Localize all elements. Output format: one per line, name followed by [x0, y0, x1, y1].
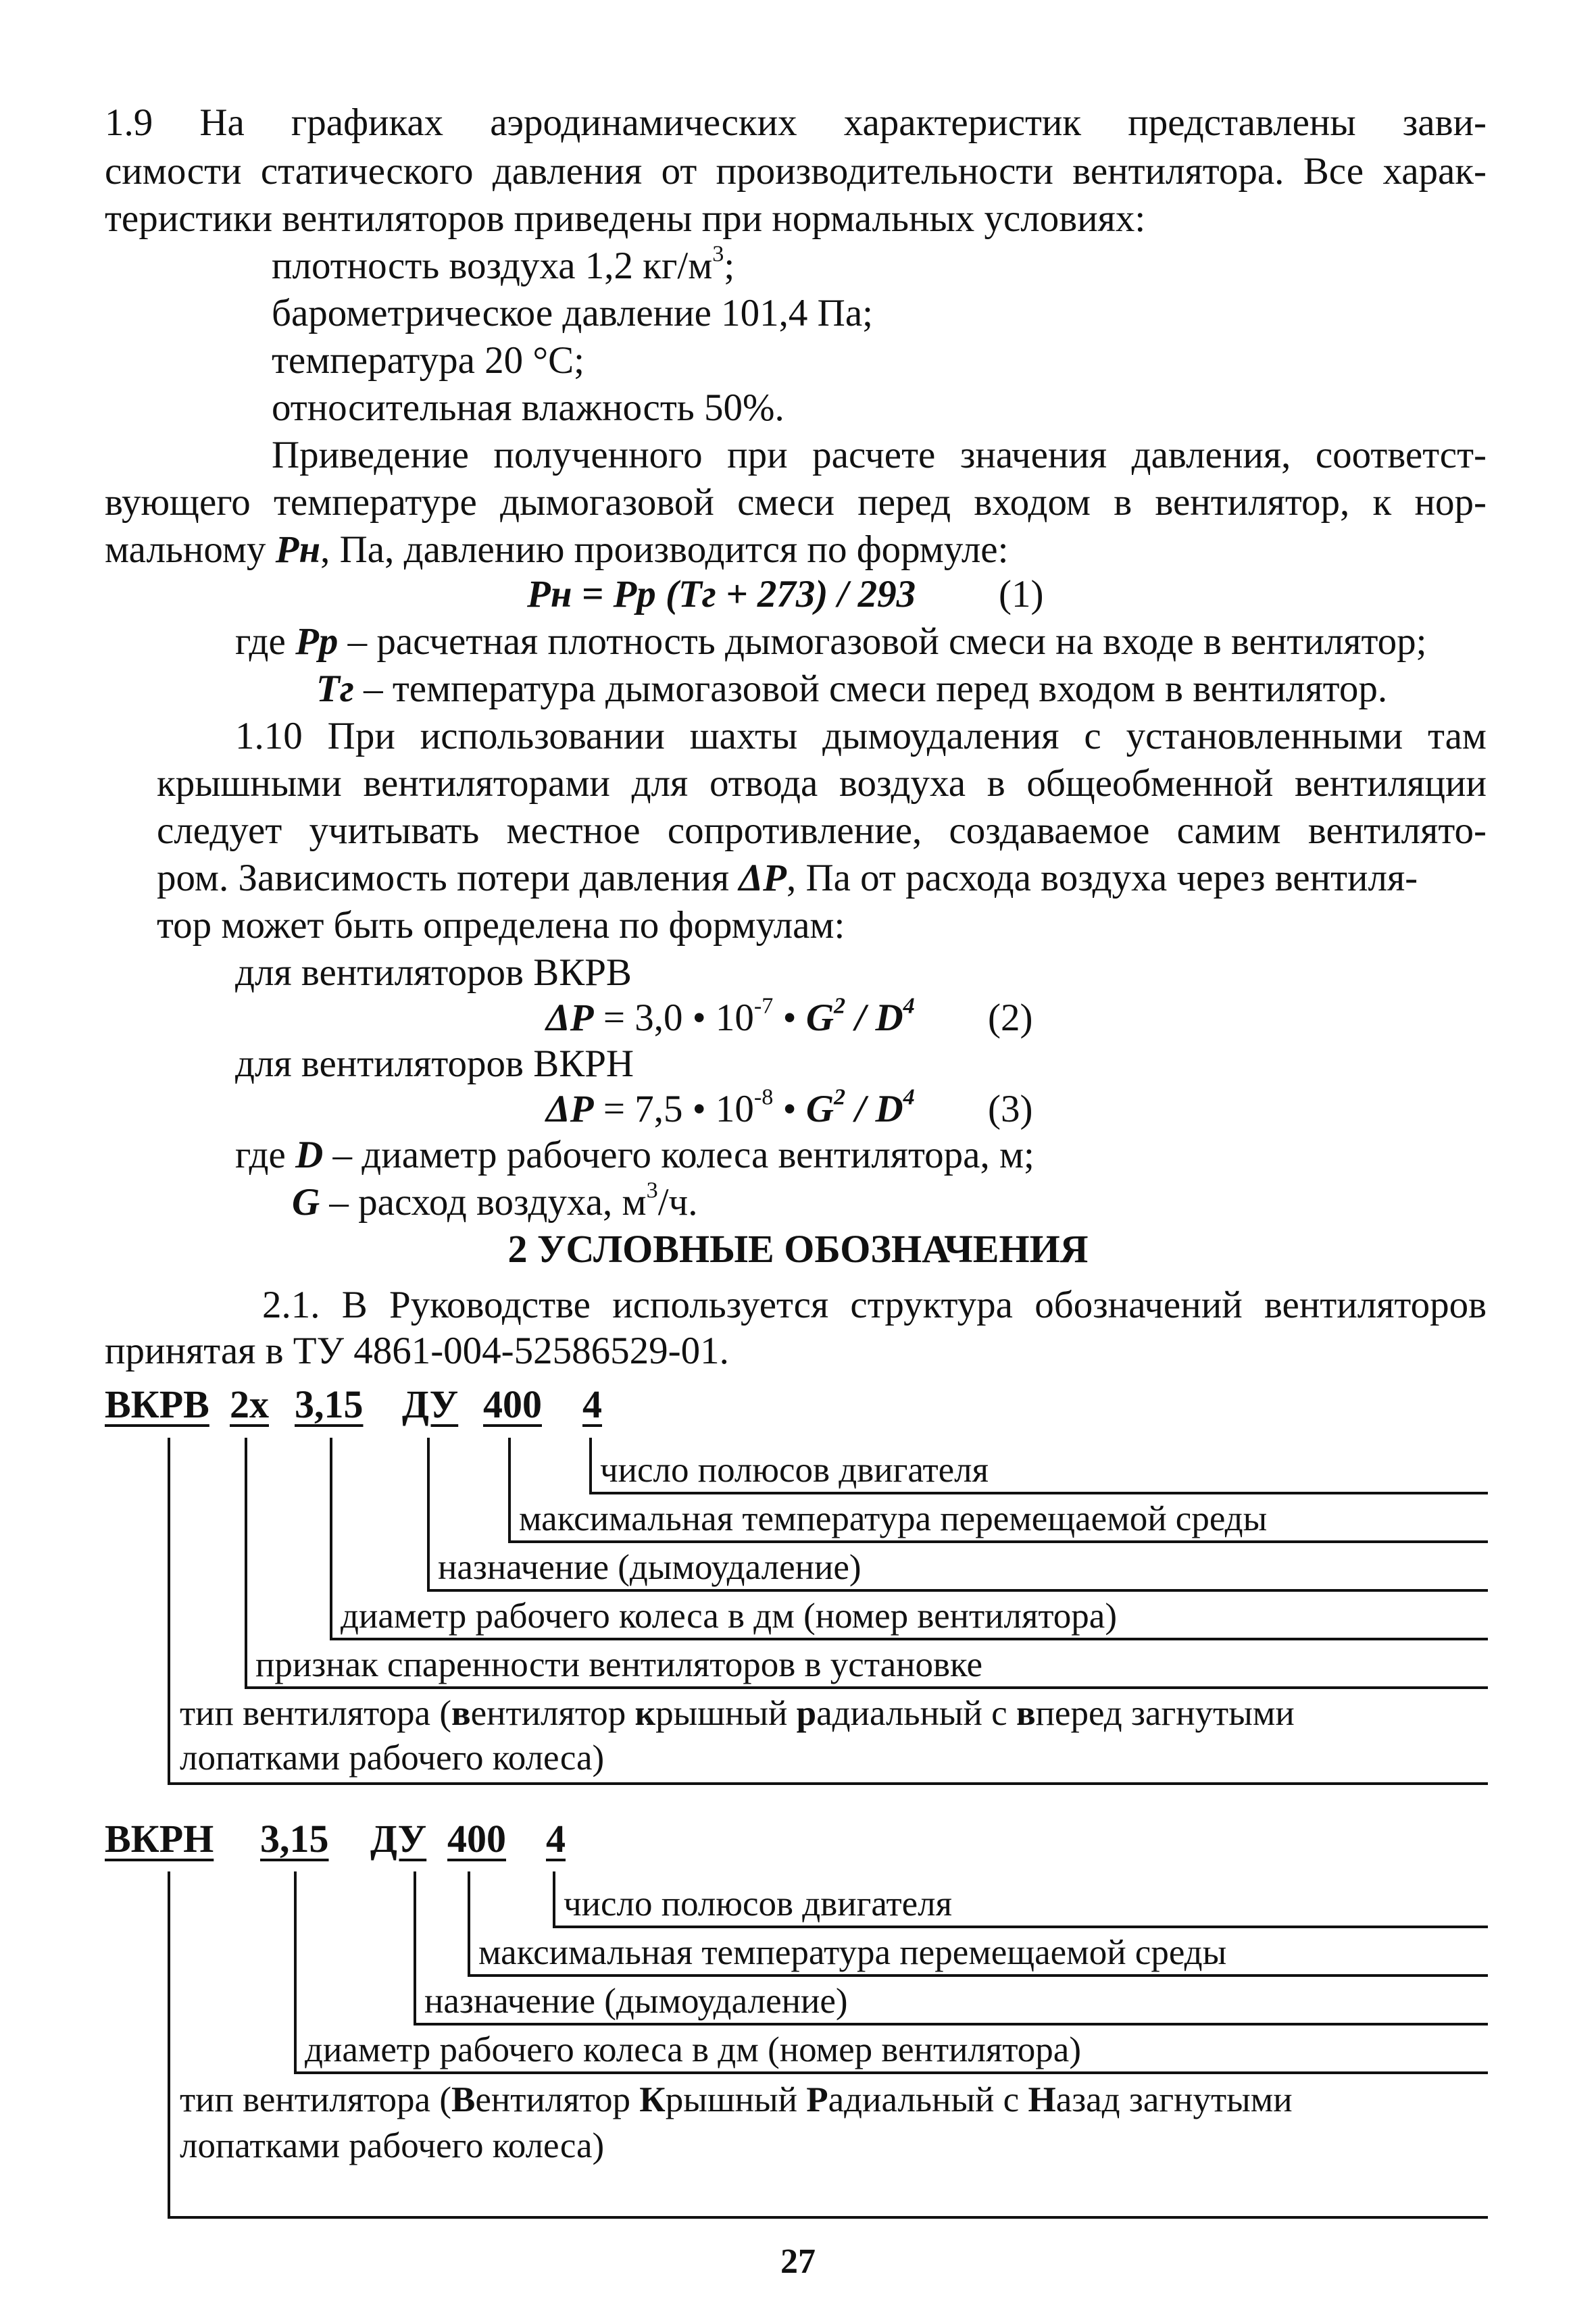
- formula-1-number: (1): [999, 573, 1044, 615]
- vkrv-line-diameter: [330, 1438, 332, 1639]
- vkrv-formula-label: для вентиляторов ВКРВ: [235, 951, 632, 994]
- condition-density: плотность воздуха 1,2 $кг/м^3$;: [272, 241, 735, 287]
- vkrn-line-temperature: [468, 1871, 470, 1976]
- vkrv-desc-pair: признак спаренности вентиляторов в установке: [255, 1645, 982, 1684]
- vkrn-code-temperature: 400: [447, 1817, 506, 1861]
- vkrv-desc-type-line2: лопатками рабочего колеса): [180, 1738, 605, 1778]
- formula-where-d: где D – диаметр рабочего колеса вентилятора, м;: [235, 1134, 1034, 1176]
- formula-3-number: (3): [988, 1088, 1033, 1130]
- vkrv-line-temperature: [508, 1438, 511, 1542]
- vkrn-desc-temperature: максимальная температура перемещаемой среды: [478, 1933, 1227, 1972]
- formula-1-where-pp: где Рр – расчетная плотность дымогазовой смеси на входе в вентилятор;: [235, 620, 1427, 663]
- sec110-line5: тор может быть определена по формулам:: [157, 904, 845, 947]
- vkrv-rule-diameter: [330, 1638, 1488, 1640]
- sec19-line3: теристики вентиляторов приведены при нормальных условиях:: [105, 197, 1146, 240]
- vkrn-rule-poles: [553, 1926, 1488, 1928]
- vkrv-code-purpose: ДУ: [402, 1382, 459, 1426]
- vkrv-desc-type: тип вентилятора (вентилятор крышный радиальный с вперед загнутыми: [180, 1694, 1295, 1733]
- sec19-p2-line2: вующего температуре дымогазовой смеси перед входом в вентилятор, к нор-: [105, 481, 1487, 524]
- vkrn-desc-type: тип вентилятора (Вентилятор Крышный Радиальный с Назад загнутыми: [180, 2080, 1293, 2119]
- sec19-line1: 1.9 На графиках аэродинамических характеристик представлены зави-: [105, 101, 1487, 144]
- formula-where-g: G – расход воздуха, $м^3/ч$.: [292, 1178, 698, 1224]
- vkrn-code-poles: 4: [546, 1817, 566, 1861]
- vkrn-line-poles: [553, 1871, 555, 1927]
- condition-humidity: относительная влажность 50%.: [272, 386, 784, 429]
- sec19-line2: симости статического давления от производительности вентилятора. Все харак-: [105, 150, 1487, 193]
- formula-1: Рн = Рр (Тг + 273) / 293: [527, 573, 916, 615]
- vkrn-rule-purpose: [414, 2023, 1488, 2026]
- sec19-p2-line1: Приведение полученного при расчете значения давления, соответст-: [272, 434, 1487, 476]
- vkrn-code-type: ВКРН: [105, 1817, 214, 1861]
- page-number: 27: [780, 2242, 816, 2281]
- vkrv-rule-type: [168, 1782, 1488, 1785]
- vkrv-line-poles: [589, 1438, 592, 1493]
- vkrv-desc-purpose: назначение (дымоудаление): [438, 1548, 862, 1587]
- vkrn-code-purpose: ДУ: [370, 1817, 427, 1861]
- vkrn-formula-label: для вентиляторов ВКРН: [235, 1042, 634, 1085]
- sec110-line2: крышными вентиляторами для отвода воздуха в общеобменной вентиляции: [157, 762, 1487, 805]
- sec2-line1: 2.1. В Руководстве используется структура обозначений вентиляторов: [262, 1284, 1487, 1326]
- vkrv-code-poles: 4: [582, 1382, 602, 1426]
- sec110-line3: следует учитывать местное сопротивление, создаваемое самим вентилято-: [157, 809, 1487, 852]
- formula-3: ΔР = 7,5 • $10^{-8}$ • $G^2 / D^4$: [546, 1084, 915, 1130]
- sec19-p2-line3: мальному Рн, Па, давлению производится по формуле:: [105, 528, 1009, 571]
- vkrv-rule-purpose: [427, 1589, 1488, 1592]
- vkrn-code-diameter: 3,15: [260, 1817, 329, 1861]
- sec110-line1: 1.10 При использовании шахты дымоудаления с установленными там: [235, 715, 1487, 757]
- vkrv-rule-poles: [589, 1492, 1488, 1494]
- sec110-line4: ром. Зависимость потери давления ΔР, Па от расхода воздуха через вентиля-: [157, 857, 1418, 899]
- formula-2: ΔР = 3,0 • $10^{-7}$ • $G^2 / D^4$: [546, 993, 915, 1039]
- vkrv-desc-diameter: диаметр рабочего колеса в дм (номер вентилятора): [341, 1596, 1117, 1636]
- vkrn-rule-type: [168, 2216, 1488, 2219]
- formula-2-number: (2): [988, 997, 1033, 1039]
- condition-temperature: температура 20 °С;: [272, 339, 585, 382]
- vkrn-rule-diameter: [294, 2071, 1488, 2074]
- sec2-line2: принятая в ТУ 4861-004-52586529-01.: [105, 1330, 729, 1372]
- vkrn-desc-poles: число полюсов двигателя: [564, 1884, 953, 1923]
- vkrv-rule-temperature: [508, 1540, 1488, 1543]
- vkrv-code-type: ВКРВ: [105, 1382, 209, 1426]
- formula-1-where-tg: Тг – температура дымогазовой смеси перед входом в вентилятор.: [316, 668, 1388, 710]
- vkrn-rule-temperature: [468, 1974, 1488, 1977]
- vkrn-line-type: [168, 1871, 170, 2217]
- vkrv-desc-temperature: максимальная температура перемещаемой среды: [519, 1499, 1268, 1538]
- vkrv-code-temperature: 400: [483, 1382, 542, 1426]
- vkrv-line-purpose: [427, 1438, 430, 1590]
- vkrv-code-pair: 2х: [230, 1382, 269, 1426]
- vkrn-desc-purpose: назначение (дымоудаление): [424, 1982, 848, 2021]
- vkrn-desc-diameter: диаметр рабочего колеса в дм (номер вентилятора): [305, 2030, 1081, 2069]
- vkrv-line-pair: [245, 1438, 247, 1688]
- vkrn-line-diameter: [294, 1871, 297, 2073]
- vkrn-line-purpose: [414, 1871, 416, 2024]
- section-2-title: 2 УСЛОВНЫЕ ОБОЗНАЧЕНИЯ: [507, 1227, 1089, 1271]
- vkrv-desc-poles: число полюсов двигателя: [600, 1451, 989, 1490]
- vkrn-desc-type-line2: лопатками рабочего колеса): [180, 2126, 605, 2165]
- vkrv-code-diameter: 3,15: [295, 1382, 364, 1426]
- vkrv-rule-pair: [245, 1686, 1488, 1689]
- vkrv-line-type: [168, 1438, 170, 1784]
- condition-pressure: барометрическое давление 101,4 Па;: [272, 292, 873, 334]
